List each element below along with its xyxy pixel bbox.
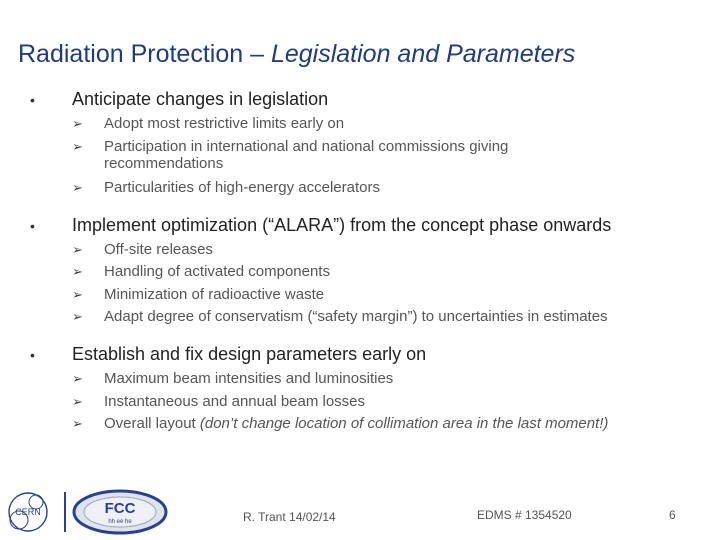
page-number: 6	[669, 508, 676, 522]
footer-author: R. Trant 14/02/14	[243, 510, 336, 524]
fcc-logo	[72, 489, 168, 535]
arrow-bullet-icon: ➢	[72, 242, 83, 257]
fcc-logo-text: FCC	[104, 500, 136, 517]
arrow-bullet-icon: ➢	[72, 264, 83, 279]
arrow-bullet-icon: ➢	[72, 116, 83, 131]
arrow-bullet-icon: ➢	[72, 394, 83, 409]
title-dash: –	[243, 40, 271, 68]
fcc-logo-subtext: hh ee he	[108, 519, 132, 525]
title-main: Radiation Protection	[18, 40, 244, 68]
section-heading: Establish and fix design parameters early on	[72, 344, 427, 364]
item-plain-text: Overall layout	[104, 415, 200, 432]
slide-title	[18, 40, 575, 69]
bullet-dot: •	[30, 218, 35, 234]
cern-logo-text: CERN	[15, 507, 41, 517]
arrow-bullet-icon: ➢	[72, 309, 83, 324]
bullet-dot: •	[30, 347, 35, 363]
arrow-bullet-icon: ➢	[72, 416, 83, 431]
cern-logo	[6, 490, 50, 534]
arrow-bullet-icon: ➢	[72, 371, 83, 386]
logo-divider	[64, 492, 66, 532]
arrow-bullet-icon: ➢	[72, 180, 83, 195]
title-sub: Legislation and Parameters	[270, 40, 576, 68]
arrow-bullet-icon: ➢	[72, 139, 83, 154]
arrow-bullet-icon: ➢	[72, 287, 83, 302]
section-heading: Anticipate changes in legislation	[72, 89, 329, 109]
footer-edms: EDMS # 1354520	[477, 508, 572, 522]
bullet-dot: •	[30, 92, 35, 108]
item-italic-note: (don’t change location of collimation area in the last moment!)	[199, 415, 609, 432]
section-heading: Implement optimization (“ALARA”) from the concept phase onwards	[72, 215, 612, 235]
